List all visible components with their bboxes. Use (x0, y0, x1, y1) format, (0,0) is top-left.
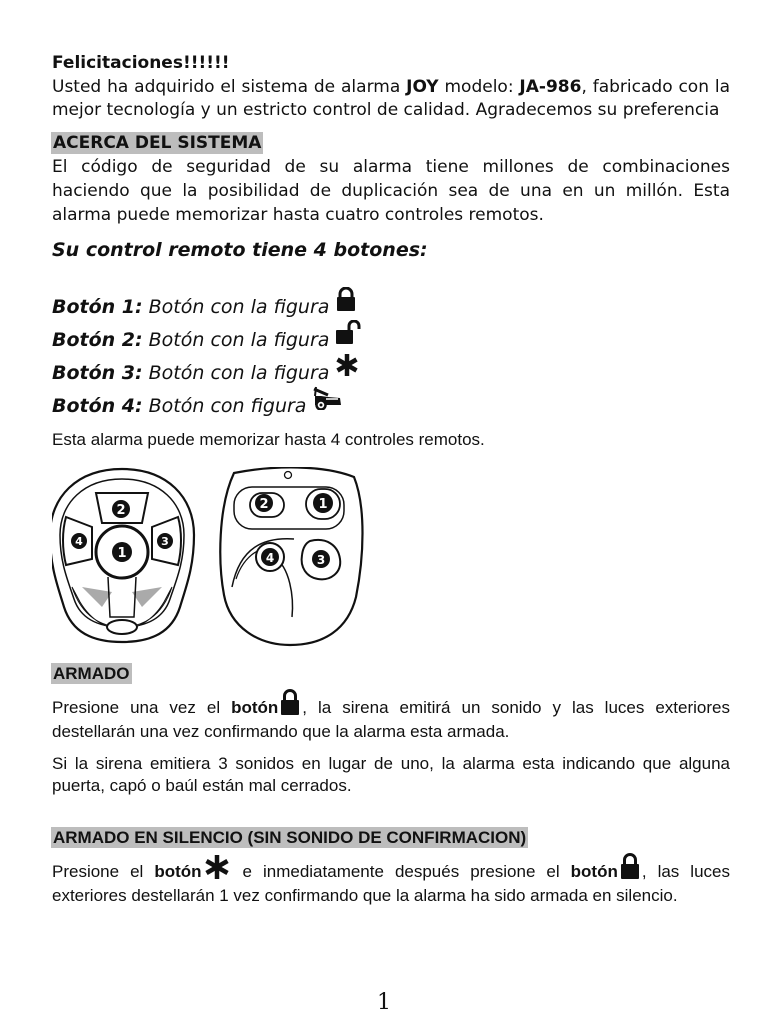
armado-paragraph-2: Si la sirena emitiera 3 sonidos en lugar de uno, la alarma esta indicando que alguna puerta, capó o baúl están mal cerrados. (52, 753, 730, 795)
button-row-3 (52, 355, 730, 388)
remote-heading: Su control remoto tiene 4 botones: (52, 238, 428, 261)
asterisk-icon (335, 353, 359, 386)
car-trunk-icon (312, 386, 342, 419)
button-label: Botón 1: (52, 295, 143, 318)
remote-b-label-2: 2 (259, 496, 269, 512)
lock-closed-icon (280, 689, 300, 721)
armado-p1-text-a: Presione una vez el (52, 697, 232, 717)
remote-a-label-1: 1 (117, 545, 127, 561)
button-label: Botón 4: (52, 394, 143, 417)
armado-title: ARMADO (53, 663, 130, 683)
button-label: Botón 2: (52, 328, 143, 351)
remote-a (52, 469, 194, 642)
remote-b-label-4: 4 (265, 550, 275, 565)
lock-closed-icon (620, 853, 640, 885)
silencio-bold-2: botón (570, 861, 618, 881)
remote-controls-image (52, 467, 382, 647)
brand-name: JOY (406, 76, 439, 97)
remotes-illustration (52, 467, 730, 657)
silencio-text-c: , las luces exteriores destellarán 1 vez confirmando que la alarma ha sido armada en silencio. (52, 861, 730, 905)
intro-text-1: Usted ha adquirido el sistema de alarma (52, 76, 407, 97)
remote-a-label-3: 3 (161, 534, 169, 548)
memo-text: Esta alarma puede memorizar hasta 4 controles remotos. (52, 429, 485, 449)
button-text: Botón con la figura (148, 328, 330, 351)
remote-b-label-3: 3 (316, 552, 326, 567)
button-text: Botón con la figura (148, 295, 330, 318)
about-title: ACERCA DEL SISTEMA (53, 132, 262, 153)
intro-text-3: , fabricado con la mejor tecnología y un estricto control de calidad. Agradecemos su preferencia (52, 76, 730, 120)
asterisk-icon (204, 855, 230, 885)
remote-a-label-4: 4 (75, 534, 83, 548)
armado-paragraph-1 (52, 689, 730, 743)
silencio-title: ARMADO EN SILENCIO (SIN SONIDO DE CONFIRMACION) (53, 827, 527, 847)
remote-b (220, 467, 362, 645)
lock-closed-icon (335, 287, 357, 320)
about-text: El código de seguridad de su alarma tiene millones de combinaciones haciendo que la posibilidad de duplicación sea de una en un millón. Esta alarma puede memorizar hasta cuatro controles remotos. (52, 156, 730, 225)
button-text: Botón con figura (148, 394, 307, 417)
silencio-paragraph (52, 853, 730, 907)
button-row-4 (52, 388, 730, 421)
button-text: Botón con la figura (148, 361, 330, 384)
silencio-section (52, 827, 730, 907)
lock-open-icon (335, 320, 361, 353)
button-list (52, 289, 730, 421)
model-name: JA-986 (519, 76, 582, 97)
button-label: Botón 3: (52, 361, 143, 384)
intro-heading: Felicitaciones!!!!!! (52, 53, 230, 73)
remote-a-label-2: 2 (116, 502, 126, 518)
remote-b-label-1: 1 (318, 496, 328, 512)
armado-section (52, 663, 730, 797)
button-row-1 (52, 289, 730, 322)
silencio-bold-1: botón (154, 861, 202, 881)
intro-text-2: modelo: (438, 76, 520, 97)
armado-p1-bold: botón (231, 697, 279, 717)
silencio-text-a: Presione el (52, 861, 155, 881)
page-number: 1 (377, 990, 391, 1015)
button-row-2 (52, 322, 730, 355)
about-section (52, 131, 730, 227)
armado-p1-text-b: , la sirena emitirá un sonido y las luces exteriores destellarán una vez confirmando que la alarma esta armada. (52, 697, 730, 741)
intro-section (52, 52, 730, 123)
silencio-text-b: e inmediatamente después presione el (231, 861, 571, 881)
